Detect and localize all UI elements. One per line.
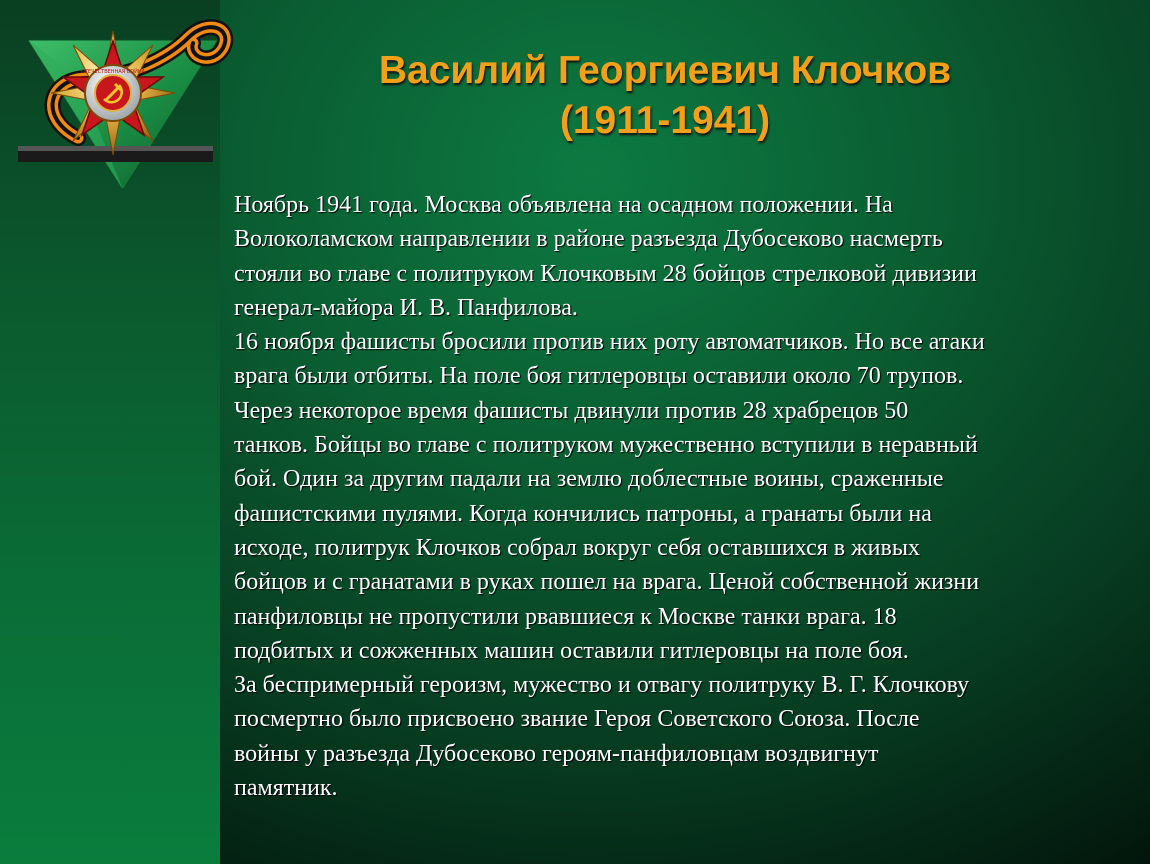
text-line: За беспримерный героизм, мужество и отвагу политруку В. Г. Клочкову xyxy=(234,672,970,699)
text-line: Волоколамском направлении в районе разъезда Дубосеково насмерть xyxy=(234,226,943,253)
text-line: стояли во главе с политруком Клочковым 28 бойцов стрелковой дивизии xyxy=(234,260,977,287)
text-line: фашистскими пулями. Когда кончились патроны, а гранаты были на xyxy=(234,500,932,527)
text-line: бой. Один за другим падали на землю доблестные воины, сраженные xyxy=(234,466,944,493)
text-line: бойцов и с гранатами в руках пошел на врага. Ценой собственной жизни xyxy=(234,569,980,596)
text-line: исходе, политрук Клочков собрал вокруг себя оставшихся в живых xyxy=(234,534,920,561)
text-line: посмертно было присвоено звание Героя Советского Союза. После xyxy=(234,706,920,733)
text-line: 16 ноября фашисты бросили против них роту автоматчиков. Но все атаки xyxy=(234,329,985,356)
text-line: Ноябрь 1941 года. Москва объявлена на осадном положении. На xyxy=(234,192,893,218)
page-title xyxy=(240,46,1090,146)
text-line: генерал-майора И. В. Панфилова. xyxy=(234,294,578,321)
title-name: Василий Георгиевич Клочков xyxy=(378,49,952,92)
emblem-ring-text: ОТЕЧЕСТВЕННАЯ ВОЙНА xyxy=(80,69,146,75)
title-years: (1911-1941) xyxy=(559,99,771,142)
text-line: войны у разъезда Дубосеково героям-панфиловцам воздвигнут xyxy=(234,740,879,767)
text-line: танков. Бойцы во главе с политруком мужественно вступили в неравный xyxy=(234,432,978,459)
text-line: Через некоторое время фашисты двинули против 28 храбрецов 50 xyxy=(234,397,909,424)
order-of-patriotic-war-icon xyxy=(18,18,258,198)
text-line: памятник. xyxy=(234,775,338,802)
text-line: панфиловцы не пропустили рвавшиеся к Москве танки врага. 18 xyxy=(234,603,897,630)
text-line: врага были отбиты. На поле боя гитлеровцы оставили около 70 трупов. xyxy=(234,363,964,390)
text-line: подбитых и сожженных машин оставили гитлеровцы на поле боя. xyxy=(234,637,909,664)
biography-text xyxy=(234,188,1140,805)
